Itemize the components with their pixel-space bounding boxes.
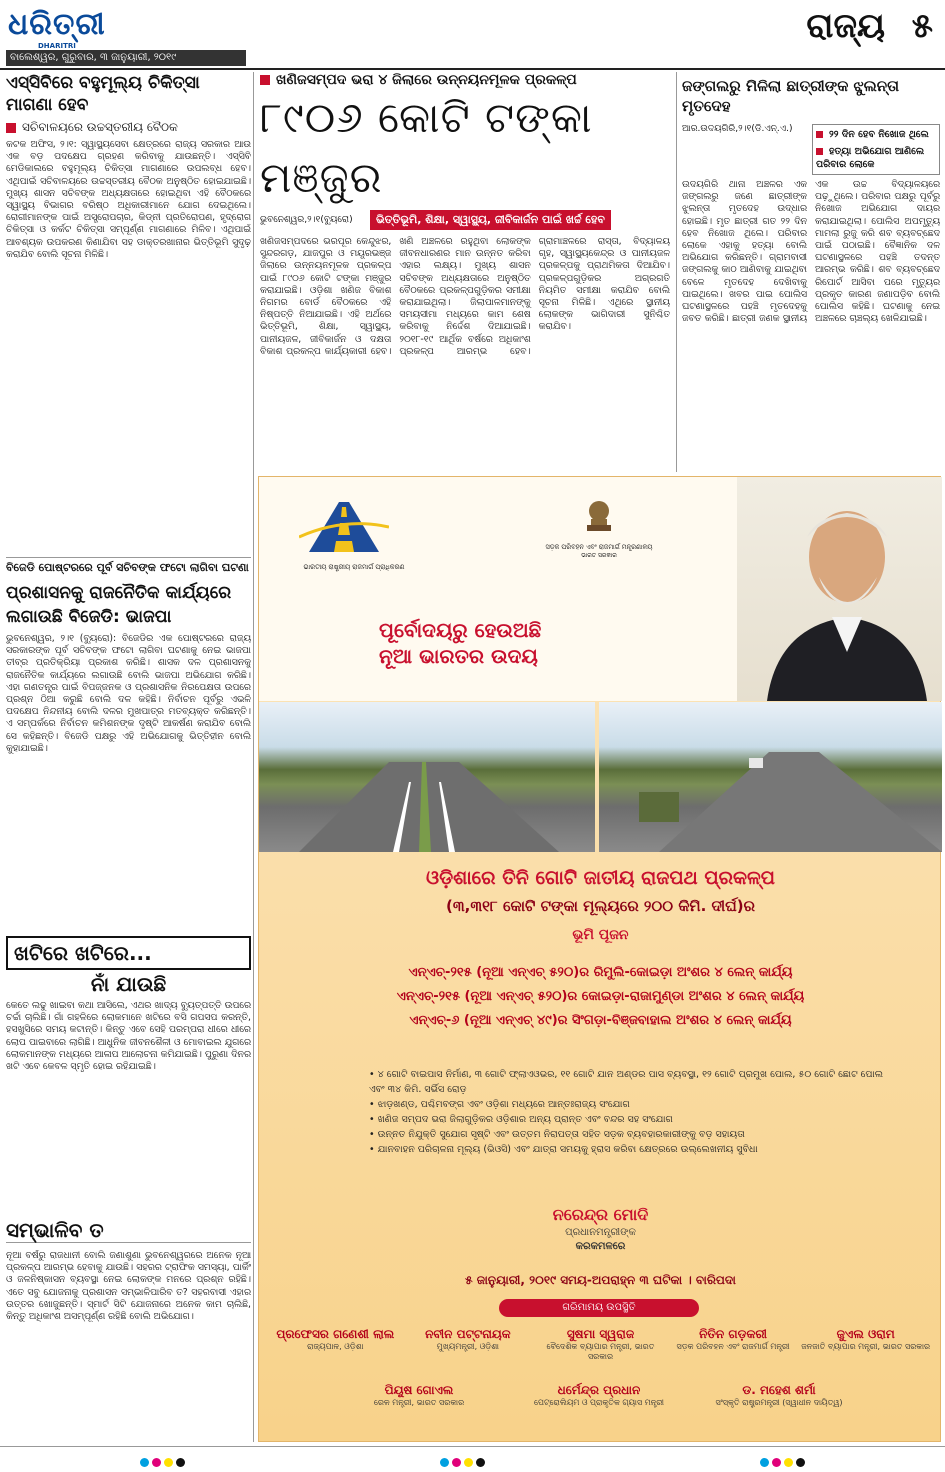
logo-subtext: DHARITRI (38, 42, 76, 50)
article-body-scb: କଟକ ଅଫିସ, ୨।୧: ସ୍ୱାସ୍ଥ୍ୟସେବା କ୍ଷେତ୍ରରେ ରାଜ୍ୟ ସରକାର ଆଉ ଏକ ବଡ଼ ପଦକ୍ଷେପ ଗ୍ରହଣ କରିବାକୁ ଯାଉଛନ୍ତି। ଏସ୍‌ସିବି ମେଡିକାଲରେ ବହୁମୂଲ୍ୟ ଚିକିତ୍ସା ମାଗଣାରେ ଉପଲବ୍ଧ ହେବ। ଏଥିପାଇଁ ସଚିବାଳୟରେ ଉଚ୍ଚସ୍ତରୀୟ ବୈଠକ ଅନୁଷ୍ଠିତ ହୋଇଯାଇଛି। ମୁଖ୍ୟ ଶାସନ ସଚିବଙ୍କ ଅଧ୍ୟକ୍ଷତାରେ ହୋଇଥିବା ଏହି ବୈଠକରେ ସ୍ୱାସ୍ଥ୍ୟ ବିଭାଗର ବରିଷ୍ଠ ଅଧିକାରୀମାନେ ଯୋଗ ଦେଇଥିଲେ। ରୋଗୀମାନଙ୍କ ପାଇଁ ଅସ୍ତ୍ରୋପଚାର, କିଡ୍‌ନୀ ପ୍ରତିରୋପଣ, ହୃଦ୍‌ରୋଗ ଚିକିତ୍ସା ଓ କର୍କଟ ଚିକିତ୍ସା ସମ୍ପୂର୍ଣ୍ଣ ମାଗଣାରେ ମିଳିବ। ଏଥିପାଇଁ ଆବଶ୍ୟକ ଉପକରଣ କିଣାଯିବା ସହ ଡାକ୍ତରଖାନାର ଭିତ୍ତିଭୂମି ସୁଦୃଢ଼ କରାଯିବ ବୋଲି ସୂଚନା ମିଳିଛି। (6, 139, 251, 260)
column-title-box (6, 936, 251, 970)
dignitary: ପ୍ରଫେସର ଗଣେଶୀ ଲାଲ ରାଜ୍ୟପାଳ, ଓଡ଼ିଶା (276, 1327, 395, 1351)
ad-title-line2: ନୂଆ ଭାରତର ଉଦୟ (379, 644, 538, 668)
registration-dot-icon (476, 1458, 485, 1467)
bullet-square-icon (6, 123, 16, 133)
byline-mining: ଭୁବନେଶ୍ୱର,୨।୧(ବ୍ୟୁରୋ) (260, 215, 353, 225)
project-line-2: ଏନ୍‌ଏଚ୍‌-୨୧୫ (ନୂଆ ଏନ୍‌ଏଚ୍‌ ୫୨୦)ର କୋଇଡ଼ା-ରାଜାମୁଣ୍ଡା ଅଂଶର ୪ ଲେନ୍ କାର୍ଯ୍ୟ (396, 989, 805, 1004)
column-subtitle: ନାଁ ଯାଉଛି (90, 972, 167, 996)
bullet-square-icon (816, 148, 823, 155)
dignitary: ଜୁଏଲ ଓରାମ ଜନଜାତି ବ୍ୟାପାର ମନ୍ତ୍ରୀ, ଭାରତ ସରକାର (801, 1327, 931, 1351)
pm-title: ପ୍ରଧାନମନ୍ତ୍ରୀଙ୍କ (565, 1227, 636, 1238)
headline-8906-crore: ୮୯୦୬ କୋଟି ଟଙ୍କା ମଞ୍ଜୁର (260, 93, 593, 202)
ad-title-line1: ପୂର୍ବୋଦୟରୁ ହେଉଅଛି (379, 618, 542, 642)
registration-dot-icon (784, 1458, 793, 1467)
highway-logo-icon (299, 497, 389, 557)
highway-illustration-right (599, 702, 942, 852)
ministry-subcaption: ଭାରତ ସରକାର (581, 552, 617, 559)
registration-dot-icon (452, 1458, 461, 1467)
pm-name: ନରେନ୍ଦ୍ର ମୋଦି (552, 1205, 649, 1224)
article-body-mining: ଖଣିଜସମ୍ପଦରେ ଭରପୂର କେନ୍ଦୁଝର, ସୁନ୍ଦରଗଡ଼, ଯାଜପୁର ଓ ମୟୂରଭଞ୍ଜ ଜିଲାରେ ଉନ୍ନୟନମୂଳକ ପ୍ରକଳ୍ପ ପାଇଁ ୮୯୦୬ କୋଟି ଟଙ୍କା ମଞ୍ଜୁର କରାଯାଇଛି। ଓଡ଼ିଶା ଖଣିଜ ବିକାଶ ନିଗମର ବୋର୍ଡ ବୈଠକରେ ଏହି ନିଷ୍ପତ୍ତି ନିଆଯାଇଛି। ଏହି ଅର୍ଥରେ ଭିତ୍ତିଭୂମି, ଶିକ୍ଷା, ସ୍ୱାସ୍ଥ୍ୟ, ପାନୀୟଜଳ, ଜୀବିକାର୍ଜନ ଓ ଦକ୍ଷତା ବିକାଶ ପ୍ରକଳ୍ପ କାର୍ଯ୍ୟକାରୀ ହେବ। ଖଣି ଅଞ୍ଚଳରେ ରହୁଥିବା ଲୋକଙ୍କ ଜୀବନଧାରଣର ମାନ ଉନ୍ନତ କରିବା ଏହାର ଲକ୍ଷ୍ୟ। ମୁଖ୍ୟ ଶାସନ ସଚିବଙ୍କ ଅଧ୍ୟକ୍ଷତାରେ ଅନୁଷ୍ଠିତ ବୈଠକରେ ପ୍ରକଳ୍ପଗୁଡ଼ିକର ସମୀକ୍ଷା କରାଯାଇଥିଲା। ଜିଲାପାଳମାନଙ୍କୁ ସମୟସୀମା ମଧ୍ୟରେ କାମ ଶେଷ କରିବାକୁ ନିର୍ଦ୍ଦେଶ ଦିଆଯାଇଛି। ୨୦୧୮-୧୯ ଆର୍ଥିକ ବର୍ଷରେ ଅଧିକାଂଶ ପ୍ରକଳ୍ପ ଆରମ୍ଭ ହେବ। ଗ୍ରାମାଞ୍ଚଳରେ ରାସ୍ତା, ବିଦ୍ୟାଳୟ ଗୃହ, ସ୍ୱାସ୍ଥ୍ୟକେନ୍ଦ୍ର ଓ ପାନୀୟଜଳ ପ୍ରକଳ୍ପକୁ ପ୍ରାଥମିକତା ଦିଆଯିବ। ପ୍ରକଳ୍ପଗୁଡ଼ିକର ଅଗ୍ରଗତି ନିୟମିତ ସମୀକ୍ଷା କରାଯିବ ବୋଲି ସୂଚନା ମିଳିଛି। ଏଥିରେ ସ୍ଥାନୀୟ ଲୋକଙ୍କ ଭାଗିଦାରୀ ସୁନିଶ୍ଚିତ କରାଯିବ। (260, 236, 670, 357)
masthead-logo (8, 8, 208, 50)
ad-bullet-list (369, 1067, 889, 1157)
column-middle (260, 72, 670, 494)
column-body: କେତେ ଲଢୁ ଖାଇବା କଥା ଆସିଲେ, ଏଥର ଖାଦ୍ୟ ବ୍ୟୁତ୍ପତ୍ତି ଉପରେ ଚର୍ଚ୍ଚା ଚାଲିଛି। ଗାଁ ଗହଳିରେ ଲୋକମାନେ ଖଟିରେ ବସି ଗପସପ କରନ୍ତି, ହସଖୁସିରେ ସମୟ କଟାନ୍ତି। କିନ୍ତୁ ଏବେ ସେହି ପରମ୍ପରା ଧୀରେ ଧୀରେ ଲୋପ ପାଇବାରେ ଲାଗିଛି। ଆଧୁନିକ ଜୀବନଶୈଳୀ ଓ ମୋବାଇଲ ଯୁଗରେ ଲୋକମାନଙ୍କ ମଧ୍ୟରେ ଆଳାପ ଆଲୋଚନା କମିଯାଇଛି। ପୁରୁଣା ଦିନର ଖଟି ଏବେ କେବଳ ସ୍ମୃତି ହୋଇ ରହିଯାଇଛି। (6, 1000, 251, 1073)
headline-bjp: ପ୍ରଶାସନକୁ ରାଜନୈତିକ କାର୍ଯ୍ୟରେ ଲଗାଉଛି ବିଜେଡି: ଭାଜପା (6, 583, 232, 627)
pm-by: କରକମଳରେ (575, 1241, 626, 1252)
highlight-missing: ୨୨ ଦିନ ହେବ ନିଖୋଜ ଥିଲେ (829, 129, 929, 140)
dignitary: ସୁଷମା ସ୍ୱରାଜ ବୈଦେଶିକ ବ୍ୟାପାର ମନ୍ତ୍ରୀ, ଭାରତ ସରକାର (546, 1327, 655, 1361)
ad-bullet: • ଯାନବାହନ ପରିଚାଳନା ମୂଲ୍ୟ (ଭିଓସି) ଏବଂ ଯାତ୍ରା ସମୟକୁ ହ୍ରାସ କରିବା କ୍ଷେତ୍ରରେ ଉଲ୍ଲେଖନୀୟ ସୁବିଧା (369, 1144, 758, 1155)
article-body-student: ଉଦୟଗିରି ଥାନା ଅଞ୍ଚଳର ଏକ ଜଙ୍ଗଲରୁ ଜଣେ ଛାତ୍ରୀଙ୍କ ଝୁଲନ୍ତା ମୃତଦେହ ଉଦ୍ଧାର ହୋଇଛି। ମୃତ ଛାତ୍ରୀ ଗତ ୨୨ ଦିନ ହେବ ନିଖୋଜ ଥିଲେ। ପରିବାର ଲୋକେ ଏହାକୁ ହତ୍ୟା ବୋଲି ଅଭିଯୋଗ କରିଛନ୍ତି। ଗ୍ରାମବାସୀ ଜଙ୍ଗଲକୁ କାଠ ଆଣିବାକୁ ଯାଇଥିବା ବେଳେ ମୃତଦେହ ଦେଖିବାକୁ ପାଇଥିଲେ। ଖବର ପାଇ ପୋଲିସ ଘଟଣାସ୍ଥଳରେ ପହଞ୍ଚି ମୃତଦେହକୁ ଜବତ କରିଛି। ଛାତ୍ରୀ ଜଣକ ସ୍ଥାନୀୟ ଏକ ଉଚ୍ଚ ବିଦ୍ୟାଳୟରେ ପଢ଼ୁଥିଲେ। ପରିବାର ପକ୍ଷରୁ ପୂର୍ବରୁ ନିଖୋଜ ଅଭିଯୋଗ ଦାୟର କରାଯାଇଥିଲା। ପୋଲିସ ଅପମୃତ୍ୟୁ ମାମଲା ରୁଜୁ କରି ଶବ ବ୍ୟବଚ୍ଛେଦ ପାଇଁ ପଠାଇଛି। ବୈଜ୍ଞାନିକ ଦଳ ଘଟଣାସ୍ଥଳରେ ପହଞ୍ଚି ତଦନ୍ତ ଆରମ୍ଭ କରିଛି। ଶବ ବ୍ୟବଚ୍ଛେଦ ରିପୋର୍ଟ ଆସିବା ପରେ ମୃତ୍ୟୁର ପ୍ରକୃତ କାରଣ ଜଣାପଡ଼ିବ ବୋଲି ପୋଲିସ କହିଛି। ଘଟଣାକୁ ନେଇ ଅଞ୍ଚଳରେ ଚାଞ୍ଚଲ୍ୟ ଖେଳିଯାଇଛି। (682, 179, 940, 325)
highway-illustration-left (259, 702, 595, 852)
column-left (6, 72, 251, 895)
bullet-square-icon (260, 75, 270, 85)
dateline: ବାଲେଶ୍ୱର, ଗୁରୁବାର, ୩ ଜାନୁୟାରୀ, ୨୦୧୯ (6, 50, 246, 66)
article-body-bjp: ଭୁବନେଶ୍ୱର, ୨।୧ (ବ୍ୟୁରୋ): ବିଜେଡିର ଏକ ପୋଷ୍ଟରରେ ରାଜ୍ୟ ସରକାରଙ୍କ ପୂର୍ବ ସଚିବଙ୍କ ଫଟୋ ଲାଗିବା ଘଟଣାକୁ ନେଇ ଭାଜପା ତୀବ୍ର ପ୍ରତିକ୍ରିୟା ପ୍ରକାଶ କରିଛି। ଶାସକ ଦଳ ପ୍ରଶାସନକୁ ରାଜନୈତିକ କାର୍ଯ୍ୟରେ ଲଗାଉଛି ବୋଲି ଭାଜପା ଅଭିଯୋଗ କରିଛି। ଏହା ଗଣତନ୍ତ୍ର ପାଇଁ ବିପଜ୍ଜନକ ଓ ପ୍ରଶାସନିକ ନିରପେକ୍ଷତା ଉପରେ ପ୍ରଶ୍ନ ଠିଆ କରୁଛି ବୋଲି ଦଳ କହିଛି। ନିର୍ବାଚନ ପୂର୍ବରୁ ଏଭଳି ପଦକ୍ଷେପ ନିନ୍ଦନୀୟ ବୋଲି ଦଳର ମୁଖପାତ୍ର ମତବ୍ୟକ୍ତ କରିଛନ୍ତି। ଏ ସମ୍ପର୍କରେ ନିର୍ବାଚନ କମିଶନଙ୍କ ଦୃଷ୍ଟି ଆକର୍ଷଣ କରାଯିବ ବୋଲି ସେ କହିଛନ୍ତି। ବିଜେଡି ପକ୍ଷରୁ ଏହି ଅଭିଯୋଗକୁ ଭିତ୍ତିହୀନ ବୋଲି କୁହାଯାଇଛି। (6, 633, 251, 754)
pm-portrait (737, 477, 942, 701)
presence-label: ଗରିମାମୟ ଉପସ୍ଥିତି (499, 1299, 699, 1317)
registration-dot-icon (152, 1458, 161, 1467)
column-title: ଖଟିରେ ଖଟିରେ... (14, 941, 152, 965)
dignitary: ଡ. ମହେଶ ଶର୍ମା ସଂସ୍କୃତି ରାଷ୍ଟ୍ରମନ୍ତ୍ରୀ (ସ୍ୱାଧୀନ ଦାୟିତ୍ୱ) (715, 1383, 843, 1407)
ad-bullet: • ଝାଡ଼ଖଣ୍ଡ, ପଶ୍ଚିମବଙ୍ଗ ଏବଂ ଓଡ଼ିଶା ମଧ୍ୟରେ ଆନ୍ତଃରାଜ୍ୟ ସଂଯୋଗ (369, 1099, 630, 1110)
registration-dot-icon (464, 1458, 473, 1467)
dignitaries-row-1 (269, 1327, 932, 1362)
headline-student-body: ଜଙ୍ଗଲରୁ ମିଳିଲା ଛାତ୍ରୀଙ୍କ ଝୁଲନ୍ତା ମୃତଦେହ (682, 77, 900, 115)
registration-dot-icon (440, 1458, 449, 1467)
ad-banner (259, 477, 942, 701)
ministry-caption: ସଡ଼କ ପରିବହନ ଏବଂ ରାଜମାର୍ଗ ମନ୍ତ୍ରଣାଳୟ (545, 543, 653, 551)
pm-portrait-illustration (737, 477, 942, 701)
highway-photo-right (599, 702, 942, 852)
registration-dot-icon (772, 1458, 781, 1467)
advertisement-nhai (258, 476, 941, 1442)
event-date: ୫ ଜାନୁୟାରୀ, ୨୦୧୯ ସମୟ-ଅପରାହ୍ନ ୩ ଘଟିକା । ବାରିପଦା (465, 1273, 736, 1287)
dignitary: ଧର୍ମେନ୍ଦ୍ର ପ୍ରଧାନ ପେଟ୍ରୋଲିୟମ ଓ ପ୍ରାକୃତିକ ଗ୍ୟାସ ମନ୍ତ୍ରୀ (533, 1383, 665, 1407)
registration-dot-icon (760, 1458, 769, 1467)
ad-sub-heading: (୩,୩୧୮ କୋଟି ଟଙ୍କା ମୂଲ୍ୟରେ ୨୦୦ କିମି. ଦୀର୍ଘ)ର (445, 897, 755, 915)
ad-title (379, 617, 541, 669)
kicker-mining: ଖଣିଜସମ୍ପଦ ଭରା ୪ ଜିଲାରେ ଉନ୍ନୟନମୂଳକ ପ୍ରକଳ୍ପ (260, 72, 670, 88)
page-number: ୫ (911, 6, 933, 46)
bullet-square-icon (816, 131, 823, 138)
nhai-logo (299, 497, 389, 557)
nhai-caption: ଭାରତୀୟ ରାଷ୍ଟ୍ରୀୟ ରାଜମାର୍ଗ ପ୍ରାଧିକରଣ (303, 563, 405, 571)
headline-scb: ଏସ୍‌ସିବିରେ ବହୁମୂଲ୍ୟ ଚିକିତ୍ସା ମାଗଣା ହେବ (6, 73, 200, 115)
ad-bullet: • ଖଣିଜ ସମ୍ପଦ ଭରା ଜିଲାଗୁଡ଼ିକର ଓଡ଼ିଶାର ଅନ୍ୟ ପ୍ରାନ୍ତ ଏବଂ ବନ୍ଦର ସହ ସଂଯୋଗ (369, 1114, 673, 1125)
ad-main-heading: ଓଡ଼ିଶାରେ ତିନି ଗୋଟି ଜାତୀୟ ରାଜପଥ ପ୍ରକଳ୍ପ (426, 867, 775, 889)
registration-dot-icon (176, 1458, 185, 1467)
highway-photo-left (259, 702, 595, 852)
dignitary: ନିତିନ ଗଡ଼କରୀ ସଡ଼କ ପରିବହନ ଏବଂ ରାଜମାର୍ଗ ମନ୍ତ୍ରୀ (676, 1327, 790, 1351)
registration-dot-icon (140, 1458, 149, 1467)
column-divider (253, 72, 254, 1442)
highlight-box (812, 124, 940, 175)
subhead-scb: ସଚିବାଳୟରେ ଉଚ୍ଚସ୍ତରୀୟ ବୈଠକ (6, 120, 251, 135)
column-right (682, 76, 940, 501)
project-line-1: ଏନ୍‌ଏଚ୍‌-୨୧୫ (ନୂଆ ଏନ୍‌ଏଚ୍‌ ୫୨୦)ର ରିମୁଲି-କୋଇଡ଼ା ଅଂଶର ୪ ଲେନ୍ କାର୍ଯ୍ୟ (408, 965, 793, 980)
national-emblem (579, 491, 619, 541)
section-label: ରାଜ୍ୟ (806, 6, 885, 46)
ad-bhoomi-pujan: ଭୂମି ପୂଜନ (572, 927, 629, 943)
dignitaries-row-2 (349, 1383, 849, 1408)
masthead-rule (0, 68, 945, 70)
ad-bullet: • ଉନ୍ନତ ନିଯୁକ୍ତି ସୁଯୋଗ ସୃଷ୍ଟି ଏବଂ ଉତ୍ତମ ନିରାପତ୍ତା ସହିତ ସଡ଼କ ବ୍ୟବହାରକାରୀଙ୍କୁ ବଡ଼ ସହାୟତା (369, 1129, 745, 1140)
dignitary: ପିୟୂଷ ଗୋଏଲ ରେଳ ମନ୍ତ୍ରୀ, ଭାରତ ସରକାର (373, 1383, 465, 1407)
project-line-3: ଏନ୍‌ଏଚ୍‌-୬ (ନୂଆ ଏନ୍‌ଏଚ୍‌ ୪୯)ର ସିଂଗଡ଼ା-ବିଞ୍ଜବାହାଲ ଅଂଶର ୪ ଲେନ୍ କାର୍ଯ୍ୟ (409, 1013, 792, 1028)
column-title-2: ସମ୍ଭାଳିବ ତ (6, 1218, 251, 1243)
subhead-mining: ଭିତ୍ତିଭୂମି, ଶିକ୍ଷା, ସ୍ୱାସ୍ଥ୍ୟ, ଜୀବିକାର୍ଜନ ପାଇଁ ଖର୍ଚ୍ଚ ହେବ (370, 210, 611, 230)
photo-caption: ବିଜେଡି ପୋଷ୍ଟରରେ ପୂର୍ବ ସଚିବଙ୍କ ଫଟୋ ଲାଗିବା ଘଟଣା (6, 557, 251, 575)
emblem-icon (579, 491, 619, 541)
highlight-murder: ହତ୍ୟା ଅଭିଯୋଗ ଆଣିଲେ ପରିବାର ଲୋକେ (816, 146, 925, 170)
byline-udayagiri: ଆର.ଉଦୟଗିରି,୨।୧(ଡି.ଏନ୍‌.ଏ.) (682, 124, 793, 134)
logo-text: ଧରିତ୍ରୀ (8, 7, 106, 42)
registration-dot-icon (796, 1458, 805, 1467)
column-divider-2 (676, 72, 677, 472)
dignitary: ନବୀନ ପଟ୍ଟନାୟକ ମୁଖ୍ୟମନ୍ତ୍ରୀ, ଓଡ଼ିଶା (425, 1327, 511, 1351)
registration-dot-icon (164, 1458, 173, 1467)
ad-bullet: • ୪ ଗୋଟି ବାଇପାସ ନିର୍ମାଣ, ୩ ଗୋଟି ଫ୍ଲାଏଓଭର, ୧୧ ଗୋଟି ଯାନ ଅଣ୍ଡର ପାସ ବ୍ୟବସ୍ଥା, ୧୨ ଗୋଟି ପ୍ରମୁଖ ପୋଲ, ୫୦ ଗୋଟି ଛୋଟ ପୋଲ ଏବଂ ୩୪ କିମି. ସର୍ଭିସ ରୋଡ଼ (369, 1069, 883, 1095)
column-body-2: ନୂଆ ବର୍ଷରୁ ରାଜଧାନୀ ବୋଲି ଜଣାଶୁଣା ଭୁବନେଶ୍ୱରରେ ଅନେକ ନୂଆ ପ୍ରକଳ୍ପ ଆରମ୍ଭ ହେବାକୁ ଯାଉଛି। ସହରର ଟ୍ରାଫିକ ସମସ୍ୟା, ପାର୍କିଂ ଓ ଜଳନିଷ୍କାସନ ବ୍ୟବସ୍ଥା ନେଇ ଲୋକଙ୍କ ମନରେ ପ୍ରଶ୍ନ ରହିଛି। ଏତେ ସବୁ ଯୋଜନାକୁ ପ୍ରଶାସନ ସମ୍ଭାଳିପାରିବ ତ? ସହରବାସୀ ଏହାର ଉତ୍ତର ଖୋଜୁଛନ୍ତି। ସ୍ମାର୍ଟ ସିଟି ଯୋଜନାରେ ଅନେକ କାମ ଚାଲିଛି, କିନ୍ତୁ ଅଧିକାଂଶ ଅସମ୍ପୂର୍ଣ୍ଣ ରହିଛି ବୋଲି ଅଭିଯୋଗ। (6, 1250, 251, 1323)
